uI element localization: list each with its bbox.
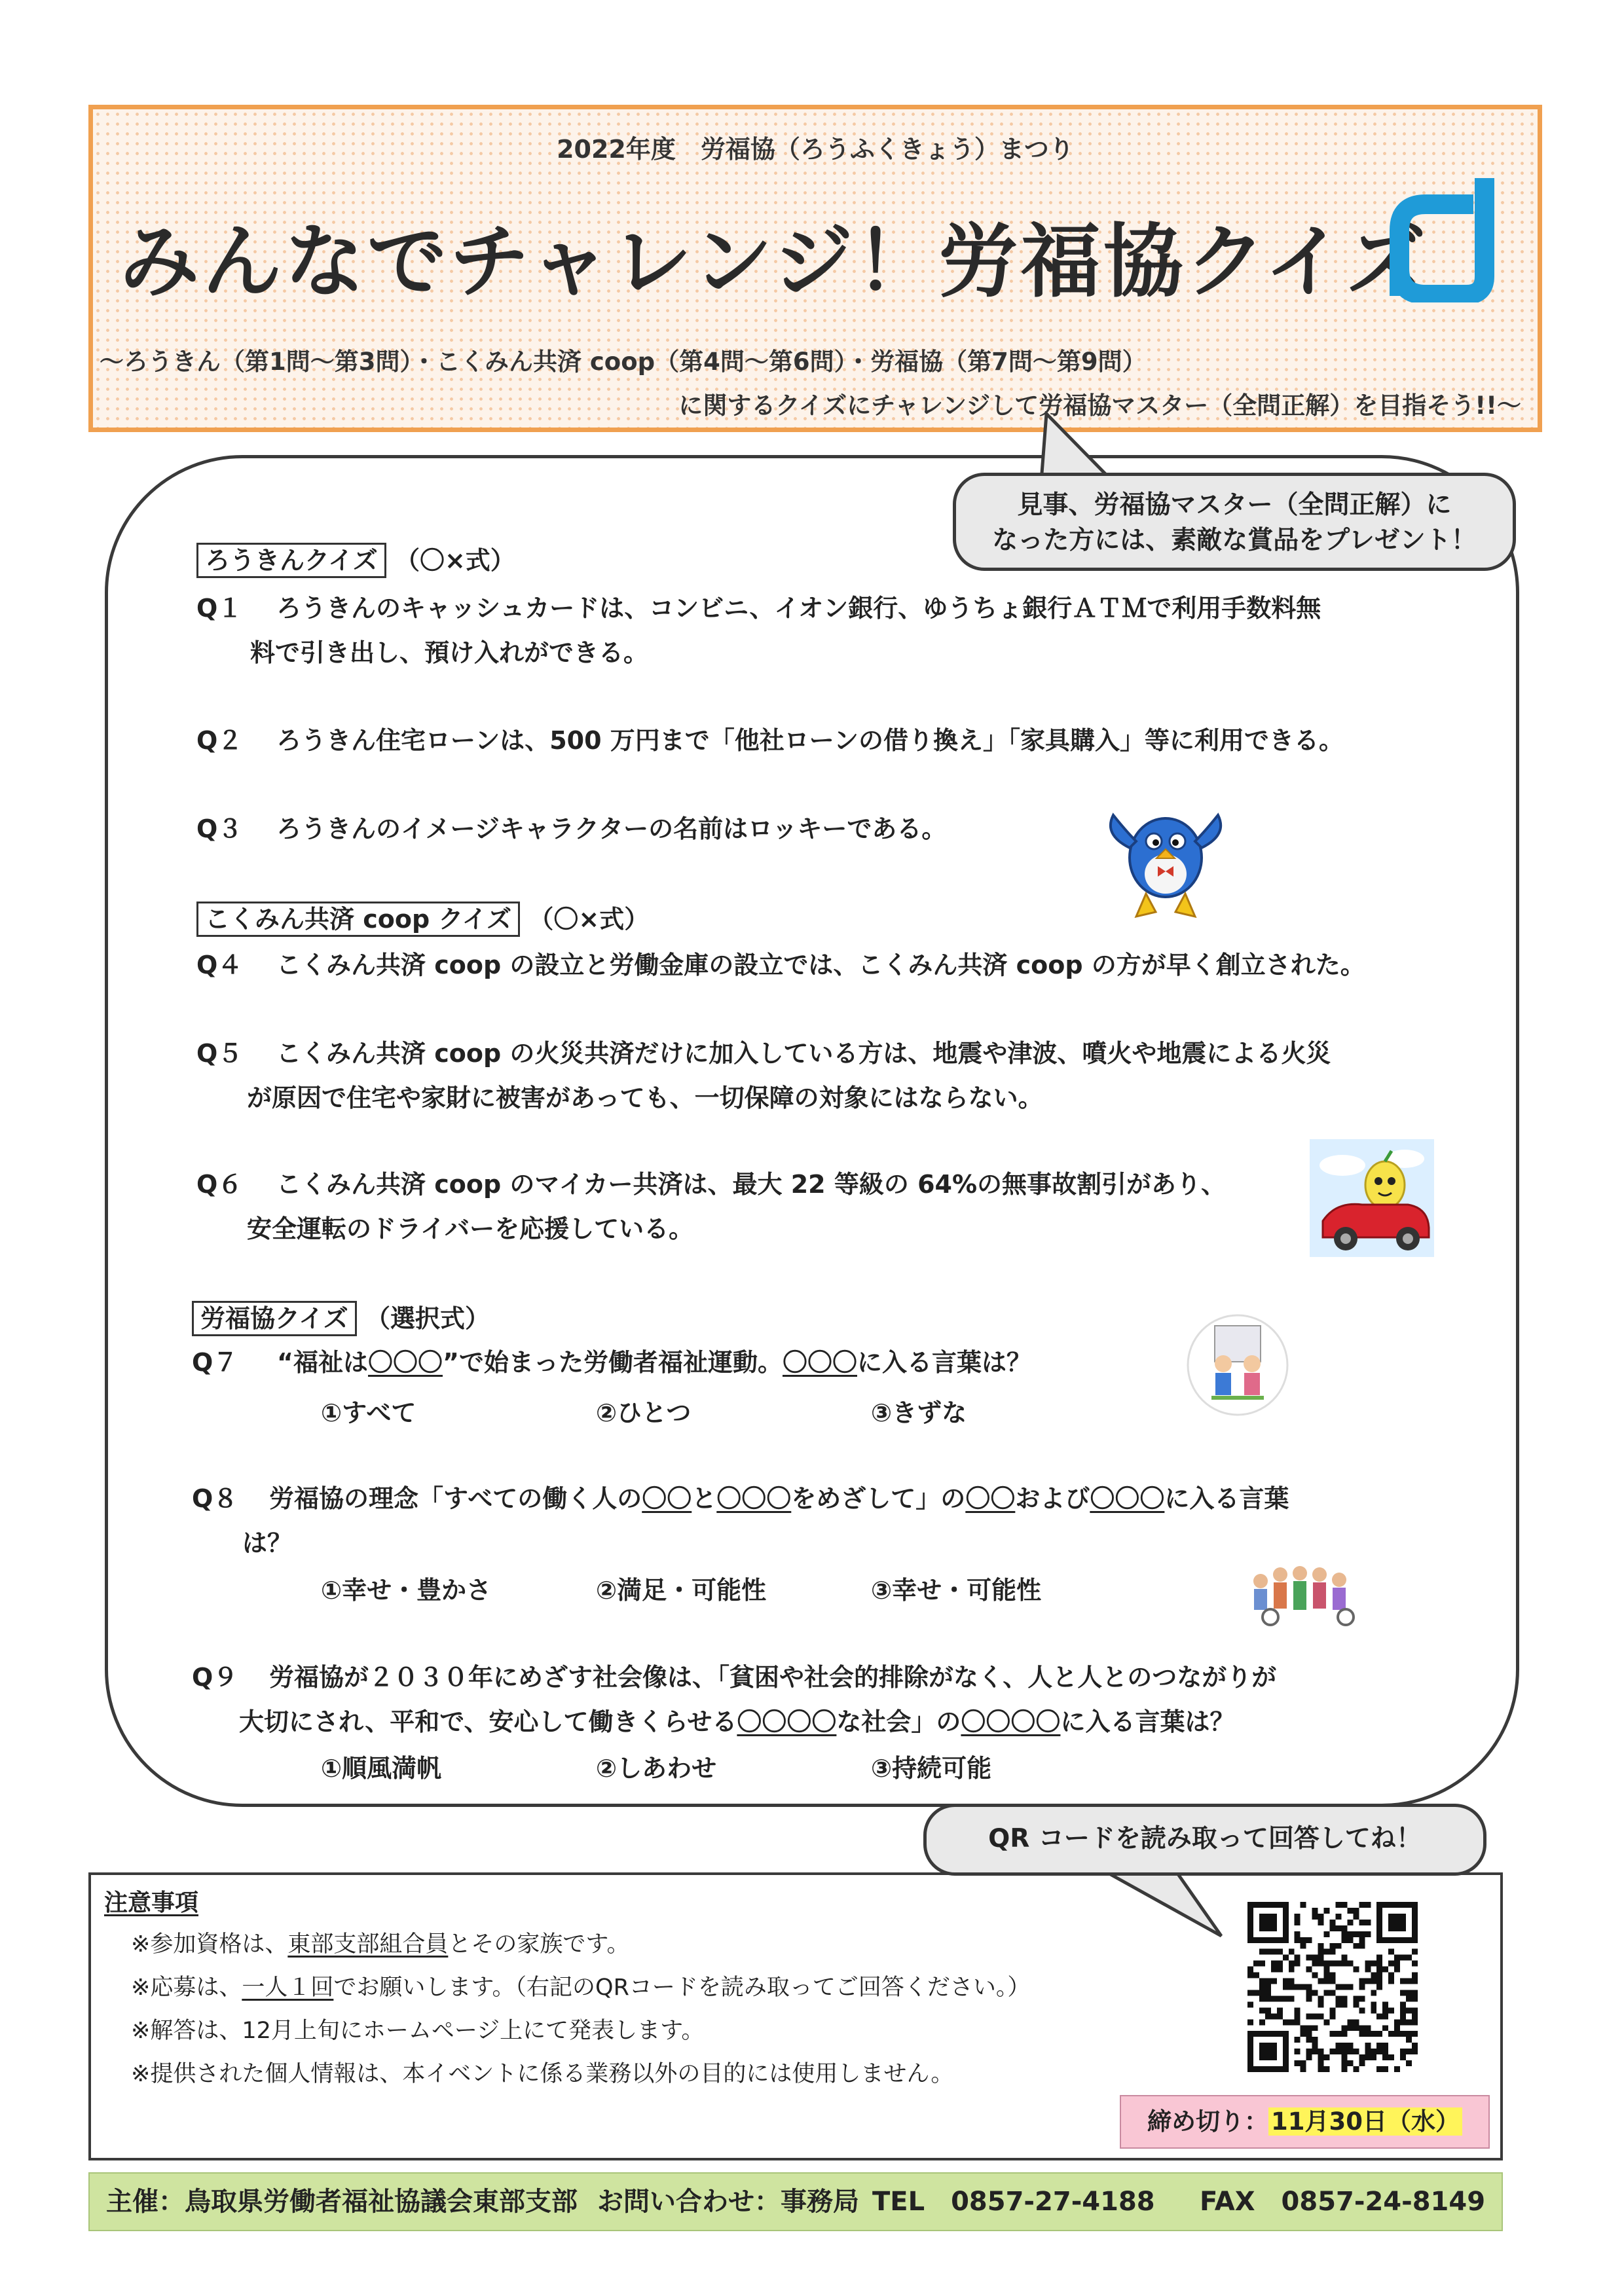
notice-line-answers: ※解答は、12月上旬にホームページ上にて発表します。 — [131, 2018, 705, 2044]
q8-text-part4: および — [1015, 1484, 1090, 1513]
q7-blank1: 〇〇〇 — [367, 1348, 443, 1377]
section-rokin-type: （〇×式） — [394, 546, 515, 575]
q9-text-line1: 労福協が２０３０年にめざす社会像は、「貧困や社会的排除がなく、人と人とのつながりが — [269, 1663, 1277, 1692]
notice-l2-pre: ※応募は、 — [131, 1975, 242, 2001]
notice-l2-post: でお願いします。（右記のQRコードを読み取ってご回答ください。） — [333, 1975, 1031, 2001]
footer-fax: FAX 0857-24-8149 — [1200, 2187, 1486, 2217]
q5-text-line2: が原因で住宅や家財に被害があっても、一切保障の対象にはならない。 — [247, 1084, 1043, 1112]
q8-text-part2: と — [692, 1484, 717, 1513]
q6-text-line1: こくみん共済 coop のマイカー共済は、最大 22 等級の 64%の無事故割引があり、 — [276, 1170, 1227, 1199]
qr-speech-bubble: QR コードを読み取って回答してね！ — [923, 1804, 1486, 1876]
section-kokumin-type: （〇×式） — [528, 905, 650, 934]
section-kokumin-name: こくみん共済 coop クイズ — [196, 902, 520, 937]
footer-organizer: 主催：鳥取県労働者福祉協議会東部支部 — [106, 2187, 578, 2217]
notice-line-eligibility — [131, 1926, 630, 1959]
q1-text-line2: 料で引き出し、預け入れができる。 — [250, 638, 649, 667]
q8-text-line2: は？ — [242, 1529, 293, 1558]
notice-l2-underline: 一人１回 — [242, 1975, 334, 2001]
section-rofukukyo-name: 労福協クイズ — [192, 1301, 357, 1336]
q9-text-part3: に入る言葉は？ — [1060, 1707, 1235, 1736]
question-q5 — [196, 1031, 1331, 1120]
question-q1 — [196, 586, 1321, 675]
prize-bubble-line2: なった方には、素敵な賞品をプレゼント！ — [992, 526, 1477, 555]
q4-number: Q４ — [196, 951, 243, 979]
question-q9 — [192, 1655, 1276, 1744]
notice-line-entry — [131, 1969, 1030, 2002]
question-q3 — [196, 807, 946, 851]
notice-l1-pre: ※参加資格は、 — [131, 1931, 288, 1958]
q8-number: Q８ — [192, 1484, 238, 1513]
notice-title: 注意事項 — [104, 1889, 199, 1916]
q9-option-2: ②しあわせ — [596, 1754, 717, 1783]
q6-number: Q６ — [196, 1170, 243, 1199]
q1-text-line1: ろうきんのキャッシュカードは、コンビニ、イオン銀行、ゆうちょ銀行ＡＴＭで利用手数料無 — [276, 594, 1321, 623]
q8-blank3: 〇〇 — [965, 1484, 1016, 1513]
rofukukyo-logo-icon — [1386, 178, 1511, 302]
notice-l1-post: とその家族です。 — [448, 1931, 630, 1958]
notice-l1-underline: 東部支部組合員 — [287, 1931, 449, 1958]
q8-blank4: 〇〇〇 — [1090, 1484, 1165, 1513]
deadline-badge — [1120, 2095, 1490, 2149]
section-rofukukyo-heading — [192, 1298, 490, 1334]
header-banner — [88, 105, 1542, 432]
q3-text: ろうきんのイメージキャラクターの名前はロッキーである。 — [276, 814, 947, 843]
q9-blank2: 〇〇〇〇 — [961, 1707, 1061, 1736]
q7-number: Q７ — [192, 1348, 238, 1377]
footer-tel[interactable]: TEL 0857-27-4188 — [872, 2187, 1155, 2217]
footer-bar — [88, 2172, 1503, 2231]
prize-bubble-line1: 見事、労福協マスター（全問正解）に — [1017, 490, 1452, 520]
notice-line-privacy: ※提供された個人情報は、本イベントに係る業務以外の目的には使用しません。 — [131, 2061, 954, 2087]
q8-text-part1: 労福協の理念「すべての働く人の — [269, 1484, 642, 1513]
question-q2 — [196, 718, 1344, 763]
q8-text-part3: をめざして」の — [791, 1484, 966, 1513]
deadline-label: 締め切り： — [1147, 2107, 1268, 2136]
q8-blank2: 〇〇〇 — [716, 1484, 792, 1513]
diverse-people-group-icon — [1241, 1555, 1365, 1627]
q9-option-1: ①順風満帆 — [321, 1754, 442, 1783]
car-driver-character-icon — [1310, 1139, 1434, 1257]
q9-text-part2: な社会」の — [836, 1707, 961, 1736]
q8-option-2: ②満足・可能性 — [596, 1576, 767, 1605]
q2-text: ろうきん住宅ローンは、500 万円まで「他社ローンの借り換え」「家具購入」等に利用できる。 — [276, 726, 1344, 755]
q9-blank1: 〇〇〇〇 — [737, 1707, 837, 1736]
section-kokumin-heading — [196, 899, 649, 935]
prize-speech-bubble — [953, 473, 1516, 571]
footer-contact: お問い合わせ：事務局 — [597, 2187, 859, 2217]
q7-text-part2: ”で始まった労働者福祉運動。 — [443, 1348, 783, 1377]
q7-option-3: ③きずな — [871, 1398, 967, 1427]
q7-blank2: 〇〇〇 — [782, 1348, 857, 1377]
q7-option-2: ②ひとつ — [596, 1398, 692, 1427]
lead-text-line1: ～ろうきん（第1問～第3問）・こくみん共済 coop（第4問～第6問）・労福協（第7問～第9問） — [100, 348, 1147, 376]
q9-number: Q９ — [192, 1663, 238, 1692]
q1-number: Q１ — [196, 594, 243, 623]
event-subtitle: 2022年度 労福協（ろうふくきょう）まつり — [557, 135, 1074, 164]
question-q7 — [192, 1340, 1031, 1385]
q4-text: こくみん共済 coop の設立と労働金庫の設立では、こくみん共済 coop の方が早く創立された。 — [276, 951, 1365, 979]
q7-text-part1: “福祉は — [277, 1348, 368, 1377]
section-rokin-heading — [196, 540, 515, 576]
q9-text-part1: 大切にされ、平和で、安心して働きくらせる — [239, 1707, 737, 1736]
q8-text-part5: に入る言葉 — [1164, 1484, 1289, 1513]
q8-option-3: ③幸せ・可能性 — [871, 1576, 1042, 1605]
qr-code-icon[interactable] — [1247, 1902, 1418, 2072]
qr-bubble-tail — [1097, 1869, 1228, 1941]
q6-text-line2: 安全運転のドライバーを応援している。 — [247, 1214, 694, 1243]
rocky-bird-character-icon — [1100, 795, 1231, 926]
question-q8 — [192, 1476, 1289, 1565]
lead-text-line2: に関するクイズにチャレンジして労福協マスター（全問正解）を目指そう!!～ — [678, 392, 1521, 420]
deadline-date: 11月30日（水） — [1268, 2107, 1462, 2136]
q3-number: Q３ — [196, 814, 243, 843]
q2-number: Q２ — [196, 726, 243, 755]
q9-option-3: ③持続可能 — [871, 1754, 992, 1783]
question-q4 — [196, 943, 1365, 987]
q5-text-line1: こくみん共済 coop の火災共済だけに加入している方は、地震や津波、噴火や地震による火災 — [276, 1039, 1331, 1068]
page-title: みんなでチャレンジ！労福協クイズ — [119, 215, 1429, 308]
q7-text-part3: に入る言葉は？ — [857, 1348, 1032, 1377]
q8-option-1: ①幸せ・豊かさ — [321, 1576, 492, 1605]
q8-blank1: 〇〇 — [642, 1484, 692, 1513]
q5-number: Q５ — [196, 1039, 243, 1068]
q7-option-1: ①すべて — [321, 1398, 416, 1427]
children-welfare-icon — [1185, 1313, 1290, 1417]
question-q6 — [196, 1162, 1226, 1251]
section-rokin-name: ろうきんクイズ — [196, 543, 386, 578]
section-rofukukyo-type: （選択式） — [365, 1304, 490, 1333]
